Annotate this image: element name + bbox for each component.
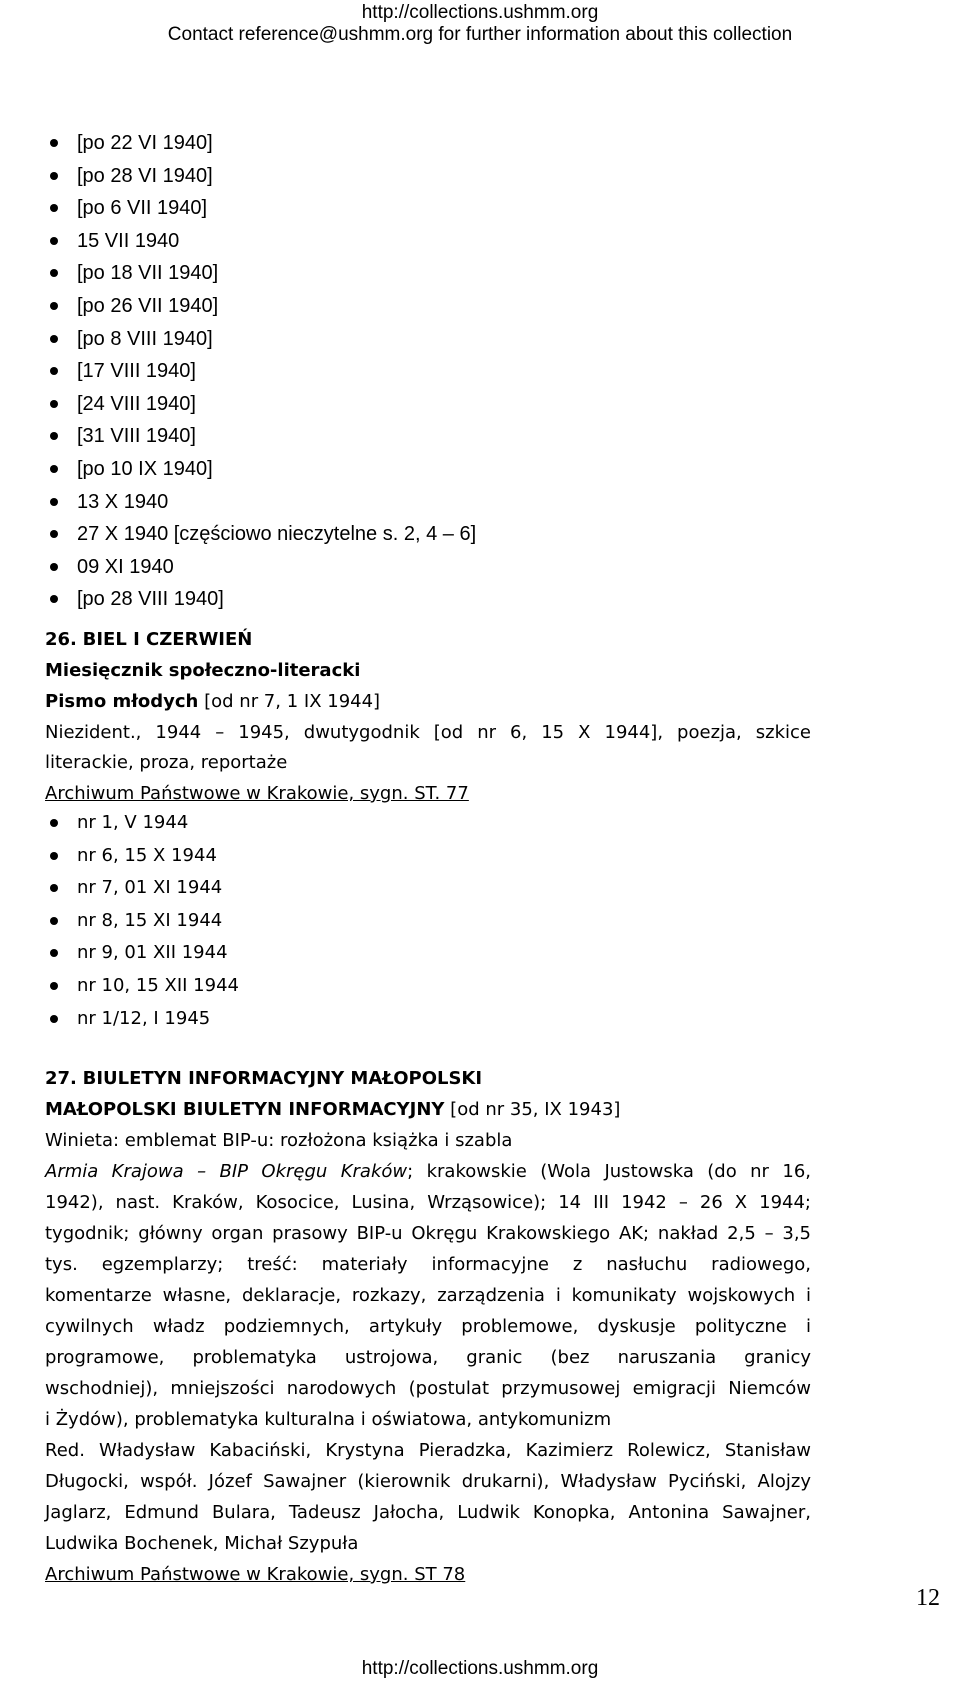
- list-item: [po 22 VI 1940]: [50, 127, 476, 160]
- bullet-icon: [50, 269, 58, 277]
- entry-27-editors-line: Jaglarz, Edmund Bulara, Tadeusz Jałocha, Ludwik Konopka, Antonina Sawajner,: [45, 1502, 811, 1523]
- bullet-icon: [50, 498, 58, 506]
- bullet-icon: [50, 139, 58, 147]
- bullet-icon: [50, 917, 58, 925]
- entry-27-desc-line: tys. egzemplarzy; treść: materiały informacyjne z nasłuchu radiowego,: [45, 1254, 811, 1275]
- issue-list-25: [50, 127, 476, 616]
- entry-26-archive: Archiwum Państwowe w Krakowie, sygn. ST. 77: [45, 783, 469, 804]
- list-item: [po 28 VIII 1940]: [50, 583, 476, 616]
- bullet-icon: [50, 884, 58, 892]
- bullet-icon: [50, 367, 58, 375]
- bullet-icon: [50, 302, 58, 310]
- list-item: [po 10 IX 1940]: [50, 453, 476, 486]
- entry-26-pismo: Pismo młodych [od nr 7, 1 IX 1944]: [45, 691, 381, 712]
- list-item: nr 1/12, I 1945: [50, 1003, 239, 1036]
- list-item: nr 10, 15 XII 1944: [50, 970, 239, 1003]
- list-item: nr 6, 15 X 1944: [50, 840, 239, 873]
- bullet-icon: [50, 237, 58, 245]
- entry-27-desc-line: 1942), nast. Kraków, Kosocice, Lusina, Wrząsowice); 14 III 1942 – 26 X 1944;: [45, 1192, 811, 1213]
- list-item: 15 VII 1940: [50, 225, 476, 258]
- bullet-icon: [50, 432, 58, 440]
- bullet-icon: [50, 819, 58, 827]
- list-item: 09 XI 1940: [50, 551, 476, 584]
- bullet-icon: [50, 949, 58, 957]
- bullet-icon: [50, 465, 58, 473]
- bullet-icon: [50, 595, 58, 603]
- bullet-icon: [50, 1015, 58, 1023]
- list-item: 13 X 1940: [50, 486, 476, 519]
- bullet-icon: [50, 172, 58, 180]
- bullet-icon: [50, 852, 58, 860]
- issue-list-26: [50, 807, 239, 1035]
- list-item: [po 6 VII 1940]: [50, 192, 476, 225]
- bullet-icon: [50, 335, 58, 343]
- entry-27-desc-line: cywilnych władz podziemnych, artykuły problemowe, dyskusje polityczne i: [45, 1316, 811, 1337]
- entry-27-desc-line: wschodniej), mniejszości narodowych (postulat przymusowej emigracji Niemców: [45, 1378, 811, 1399]
- list-item: nr 9, 01 XII 1944: [50, 937, 239, 970]
- list-item: [17 VIII 1940]: [50, 355, 476, 388]
- entry-27-desc-line: komentarze własne, deklaracje, rozkazy, zarządzenia i komunikaty wojskowych i: [45, 1285, 811, 1306]
- list-item: 27 X 1940 [częściowo nieczytelne s. 2, 4 – 6]: [50, 518, 476, 551]
- entry-27-editors-line: Długocki, współ. Józef Sawajner (kierownik drukarni), Władysław Pyciński, Alojzy: [45, 1471, 811, 1492]
- page-number: 12: [916, 1585, 940, 1611]
- entry-27-subtitle: MAŁOPOLSKI BIULETYN INFORMACYJNY [od nr 35, IX 1943]: [45, 1099, 621, 1120]
- entry-27-editors-line: Ludwika Bochenek, Michał Szypuła: [45, 1533, 359, 1554]
- list-item: nr 1, V 1944: [50, 807, 239, 840]
- bullet-icon: [50, 400, 58, 408]
- entry-26-description: Niezident., 1944 – 1945, dwutygodnik [od nr 6, 15 X 1944], poezja, szkice: [45, 722, 811, 743]
- list-item: nr 8, 15 XI 1944: [50, 905, 239, 938]
- list-item: [31 VIII 1940]: [50, 420, 476, 453]
- bullet-icon: [50, 530, 58, 538]
- list-item: [24 VIII 1940]: [50, 388, 476, 421]
- entry-26-description-cont: literackie, proza, reportaże: [45, 752, 288, 773]
- entry-27-editors-line: Red. Władysław Kabaciński, Krystyna Pieradzka, Kazimierz Rolewicz, Stanisław: [45, 1440, 811, 1461]
- list-item: [po 26 VII 1940]: [50, 290, 476, 323]
- header-url: http://collections.ushmm.org: [361, 2, 599, 23]
- entry-27-archive: Archiwum Państwowe w Krakowie, sygn. ST 78: [45, 1564, 466, 1585]
- entry-27-desc-line: i Żydów), problematyka kulturalna i oświatowa, antykomunizm: [45, 1409, 612, 1430]
- footer-url: http://collections.ushmm.org: [361, 1658, 599, 1679]
- header-contact: Contact reference@ushmm.org for further information about this collection: [167, 24, 793, 45]
- list-item: nr 7, 01 XI 1944: [50, 872, 239, 905]
- entry-26-subtitle: Miesięcznik społeczno-literacki: [45, 660, 361, 681]
- entry-27-heading: 27. BIULETYN INFORMACYJNY MAŁOPOLSKI: [45, 1068, 483, 1089]
- entry-27-desc-line: programowe, problematyka ustrojowa, granic (bez naruszania granicy: [45, 1347, 811, 1368]
- entry-27-desc-line: tygodnik; główny organ prasowy BIP-u Okręgu Krakowskiego AK; nakład 2,5 – 3,5: [45, 1223, 811, 1244]
- entry-26-heading: 26. BIEL I CZERWIEŃ: [45, 629, 253, 650]
- bullet-icon: [50, 204, 58, 212]
- entry-27-org: Armia Krajowa – BIP Okręgu Kraków; krakowskie (Wola Justowska (do nr 16,: [45, 1161, 811, 1182]
- list-item: [po 8 VIII 1940]: [50, 323, 476, 356]
- list-item: [po 18 VII 1940]: [50, 257, 476, 290]
- entry-27-vignette: Winieta: emblemat BIP-u: rozłożona książka i szabla: [45, 1130, 513, 1151]
- bullet-icon: [50, 982, 58, 990]
- list-item: [po 28 VI 1940]: [50, 160, 476, 193]
- bullet-icon: [50, 563, 58, 571]
